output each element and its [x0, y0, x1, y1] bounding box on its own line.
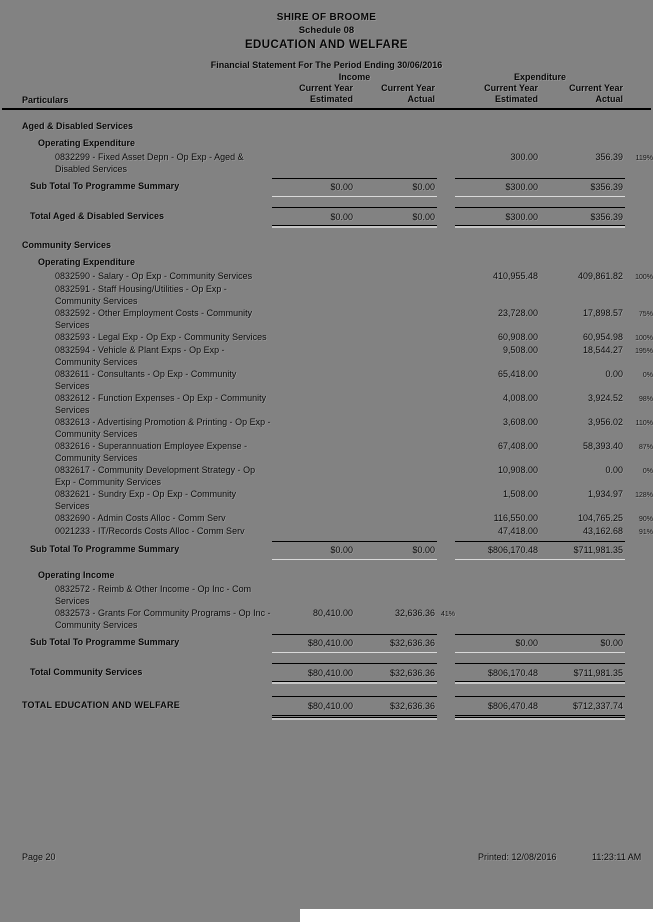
income-percent-note — [437, 257, 455, 258]
document-header — [0, 0, 653, 70]
section-row — [0, 240, 653, 252]
scan-artifact-strip — [300, 909, 653, 922]
total-label: Total Community Services — [30, 666, 143, 677]
account-row — [0, 441, 653, 464]
account-row — [0, 152, 653, 175]
income-percent-note — [437, 489, 455, 490]
expenditure-estimated-value: 67,408.00 — [497, 441, 538, 451]
account-row — [0, 284, 653, 307]
income-estimated-value: $80,410.00 — [272, 696, 355, 718]
account-row — [0, 513, 653, 525]
expenditure-estimated-value: 23,728.00 — [497, 308, 538, 318]
expenditure-actual-value: $712,337.74 — [540, 696, 625, 718]
income-percent-note — [437, 541, 455, 542]
total-row — [0, 207, 653, 227]
income-percent-note — [437, 696, 455, 697]
current-year-label: Current Year — [569, 83, 623, 93]
subtotal-row — [0, 541, 653, 560]
expenditure-percent-note — [625, 608, 653, 609]
expenditure-percent-note — [625, 207, 653, 208]
particulars-header: Particulars — [22, 95, 69, 105]
expenditure-percent-note — [625, 284, 653, 285]
current-year-label: Current Year — [484, 83, 538, 93]
income-percent-note — [437, 138, 455, 139]
actual-label: Actual — [407, 94, 435, 104]
income-percent-note — [437, 369, 455, 370]
expenditure-actual-value: 0.00 — [605, 465, 623, 475]
section-label: Aged & Disabled Services — [22, 121, 134, 131]
account-row — [0, 393, 653, 416]
expenditure-percent-note: 195% — [635, 348, 653, 355]
expenditure-actual-value: 1,934.97 — [587, 489, 623, 499]
total-row — [0, 663, 653, 683]
account-row — [0, 417, 653, 440]
income-estimated-value: $0.00 — [272, 541, 355, 560]
account-label: 0832690 - Admin Costs Alloc - Comm Serv — [55, 513, 226, 523]
income-percent-note — [437, 207, 455, 208]
account-row — [0, 465, 653, 488]
expenditure-actual-value: 18,544.27 — [582, 345, 623, 355]
expenditure-actual-value: 58,393.40 — [582, 441, 623, 451]
organisation-name: SHIRE OF BROOME — [276, 12, 377, 23]
expenditure-actual-value: 0.00 — [605, 369, 623, 379]
subsection-row — [0, 570, 653, 582]
estimated-label: Estimated — [494, 94, 538, 104]
expenditure-estimated-value: $806,470.48 — [455, 696, 540, 718]
subsection-label: Operating Income — [38, 569, 115, 580]
expenditure-estimated-value: $0.00 — [455, 634, 540, 653]
expenditure-actual-value: $711,981.35 — [540, 663, 625, 683]
expenditure-percent-note — [625, 584, 653, 585]
income-estimated-value: $80,410.00 — [272, 663, 355, 683]
expenditure-percent-note: 119% — [635, 155, 653, 162]
expenditure-percent-note: 75% — [638, 311, 653, 318]
subtotal-label: Sub Total To Programme Summary — [30, 181, 180, 191]
expenditure-actual-value: 60,954.98 — [582, 332, 623, 342]
account-row — [0, 526, 653, 538]
income-percent-note — [437, 332, 455, 333]
income-actual-value: 32,636.36 — [394, 608, 435, 618]
expenditure-estimated-value: 410,955.48 — [492, 271, 538, 281]
expenditure-actual-value: $356.39 — [540, 178, 625, 197]
subsection-label: Operating Expenditure — [38, 137, 136, 148]
income-actual-value: $0.00 — [355, 207, 437, 227]
subsection-row — [0, 138, 653, 150]
account-label: 0021233 - IT/Records Costs Alloc - Comm Serv — [55, 526, 245, 536]
expenditure-estimated-value: $300.00 — [455, 207, 540, 227]
income-percent-note — [437, 271, 455, 272]
subtotal-row — [0, 178, 653, 197]
expenditure-actual-value: 43,162.68 — [582, 526, 623, 536]
subtotal-label: Sub Total To Programme Summary — [30, 637, 180, 647]
account-label: 0832616 - Superannuation Employee Expense - Community Services — [55, 441, 248, 463]
income-actual-value: $32,636.36 — [355, 663, 437, 683]
account-label: 0832617 - Community Development Strategy - Op Exp - Community Services — [55, 465, 256, 487]
expenditure-estimated-value: 47,418.00 — [497, 526, 538, 536]
account-label: 0832299 - Fixed Asset Depn - Op Exp - Aged & Disabled Services — [55, 152, 244, 174]
income-percent-note — [437, 345, 455, 346]
expenditure-group-header: Expenditure — [513, 72, 566, 82]
expenditure-actual-value: 409,861.82 — [577, 271, 623, 281]
expenditure-estimated-value: 4,008.00 — [502, 393, 538, 403]
grandtotal-label: TOTAL EDUCATION AND WELFARE — [22, 700, 180, 710]
expenditure-actual-value: $0.00 — [540, 634, 625, 653]
account-row — [0, 332, 653, 344]
expenditure-estimated-value: 65,418.00 — [497, 369, 538, 379]
expenditure-actual-value: 3,956.02 — [587, 417, 623, 427]
income-percent-note — [437, 393, 455, 394]
subtotal-row — [0, 634, 653, 653]
expenditure-percent-note: 87% — [638, 444, 653, 451]
subtotal-label: Sub Total To Programme Summary — [30, 544, 180, 554]
estimated-label: Estimated — [309, 94, 353, 104]
expenditure-percent-note — [625, 121, 653, 122]
expenditure-estimated-value: $300.00 — [455, 178, 540, 197]
expenditure-percent-note: 91% — [638, 529, 653, 536]
expenditure-percent-note: 0% — [642, 468, 653, 475]
income-percent-note — [437, 584, 455, 585]
expenditure-estimated-value: 116,550.00 — [493, 513, 538, 523]
expenditure-estimated-value: $806,170.48 — [455, 663, 540, 683]
income-estimated-value: 80,410.00 — [312, 608, 353, 618]
account-row — [0, 308, 653, 331]
income-percent-note — [437, 121, 455, 122]
income-percent-note — [437, 465, 455, 466]
income-percent-note — [437, 663, 455, 664]
header-rule — [2, 108, 651, 110]
grandtotal-row — [0, 696, 653, 718]
expenditure-estimated-value: 9,508.00 — [502, 345, 538, 355]
expenditure-percent-note: 128% — [635, 492, 653, 499]
expenditure-estimated-value: 1,508.00 — [502, 489, 538, 499]
income-percent-note — [437, 284, 455, 285]
column-group-row — [0, 72, 653, 82]
expenditure-percent-note: 100% — [635, 335, 653, 342]
expenditure-percent-note — [625, 138, 653, 139]
schedule-number: Schedule 08 — [298, 25, 355, 36]
statement-subtitle: Financial Statement For The Period Ending 30/06/2016 — [210, 60, 443, 70]
expenditure-percent-note — [625, 257, 653, 258]
income-percent-note — [437, 308, 455, 309]
actual-label: Actual — [595, 94, 623, 104]
section-row — [0, 121, 653, 133]
income-percent-note — [437, 634, 455, 635]
account-label: 0832621 - Sundry Exp - Op Exp - Community Services — [55, 489, 237, 511]
income-actual-value: $0.00 — [355, 178, 437, 197]
account-row — [0, 271, 653, 283]
account-label: 0832593 - Legal Exp - Op Exp - Community Services — [55, 332, 267, 342]
current-year-label: Current Year — [299, 83, 353, 93]
expenditure-actual-value: $711,981.35 — [540, 541, 625, 560]
income-percent-note — [437, 570, 455, 571]
account-label: 0832594 - Vehicle & Plant Exps - Op Exp - Community Services — [55, 345, 225, 367]
expenditure-percent-note: 90% — [638, 516, 653, 523]
income-percent-note — [437, 526, 455, 527]
current-year-label: Current Year — [381, 83, 435, 93]
account-label: 0832591 - Staff Housing/Utilities - Op Exp - Community Services — [55, 284, 227, 306]
page-number: Page 20 — [22, 852, 56, 862]
expenditure-actual-header — [540, 83, 625, 105]
expenditure-estimated-value: 60,908.00 — [497, 332, 538, 342]
expenditure-percent-note: 110% — [635, 420, 653, 427]
subsection-label: Operating Expenditure — [38, 256, 136, 267]
page-title: EDUCATION AND WELFARE — [244, 39, 408, 51]
account-label: 0832611 - Consultants - Op Exp - Community Services — [55, 369, 237, 391]
income-percent-note — [437, 240, 455, 241]
column-label-row — [0, 83, 653, 105]
subsection-row — [0, 257, 653, 269]
expenditure-estimated-value: $806,170.48 — [455, 541, 540, 560]
income-actual-value: $32,636.36 — [355, 696, 437, 718]
expenditure-estimated-header — [455, 83, 540, 105]
income-percent-note — [437, 178, 455, 179]
section-label: Community Services — [22, 240, 112, 250]
expenditure-percent-note — [625, 696, 653, 697]
expenditure-percent-note — [625, 240, 653, 241]
expenditure-actual-value: $356.39 — [540, 207, 625, 227]
column-headers — [0, 72, 653, 110]
expenditure-percent-note — [625, 570, 653, 571]
income-estimated-header — [272, 83, 355, 105]
income-percent-note: 41% — [440, 611, 455, 618]
account-row — [0, 369, 653, 392]
expenditure-estimated-value: 3,608.00 — [502, 417, 538, 427]
expenditure-estimated-value: 10,908.00 — [497, 465, 538, 475]
income-actual-value: $0.00 — [355, 541, 437, 560]
account-label: 0832612 - Function Expenses - Op Exp - Community Services — [55, 393, 267, 415]
income-percent-note — [437, 513, 455, 514]
printed-time: 11:23:11 AM — [592, 852, 642, 862]
expenditure-percent-note — [625, 663, 653, 664]
expenditure-percent-note — [625, 178, 653, 179]
expenditure-percent-note: 98% — [638, 396, 653, 403]
account-row — [0, 345, 653, 368]
expenditure-percent-note — [625, 634, 653, 635]
expenditure-percent-note: 0% — [642, 372, 653, 379]
account-row — [0, 489, 653, 512]
expenditure-percent-note: 100% — [635, 274, 653, 281]
income-actual-header — [355, 83, 437, 105]
expenditure-percent-note — [625, 541, 653, 542]
account-label: 0832590 - Salary - Op Exp - Community Services — [55, 271, 253, 281]
expenditure-actual-value: 104,765.25 — [577, 513, 623, 523]
income-actual-value: $32,636.36 — [355, 634, 437, 653]
account-label: 0832573 - Grants For Community Programs - Op Inc - Community Services — [55, 608, 271, 630]
income-estimated-value: $80,410.00 — [272, 634, 355, 653]
expenditure-actual-value: 17,898.57 — [582, 308, 623, 318]
account-row — [0, 608, 653, 631]
account-label: 0832572 - Reimb & Other Income - Op Inc - Com Services — [55, 584, 252, 606]
income-percent-note — [437, 417, 455, 418]
income-group-header: Income — [338, 72, 371, 82]
total-label: Total Aged & Disabled Services — [30, 210, 165, 221]
account-row — [0, 584, 653, 607]
expenditure-estimated-value: 300.00 — [510, 152, 538, 162]
account-label: 0832613 - Advertising Promotion & Printing - Op Exp - Community Services — [55, 417, 271, 439]
account-label: 0832592 - Other Employment Costs - Community Services — [55, 308, 253, 330]
income-percent-note — [437, 441, 455, 442]
expenditure-actual-value: 3,924.52 — [587, 393, 623, 403]
income-estimated-value: $0.00 — [272, 178, 355, 197]
expenditure-actual-value: 356.39 — [595, 152, 623, 162]
income-estimated-value: $0.00 — [272, 207, 355, 227]
income-percent-note — [437, 152, 455, 153]
printed-date: Printed: 12/08/2016 — [478, 852, 557, 862]
table-body — [0, 121, 653, 718]
